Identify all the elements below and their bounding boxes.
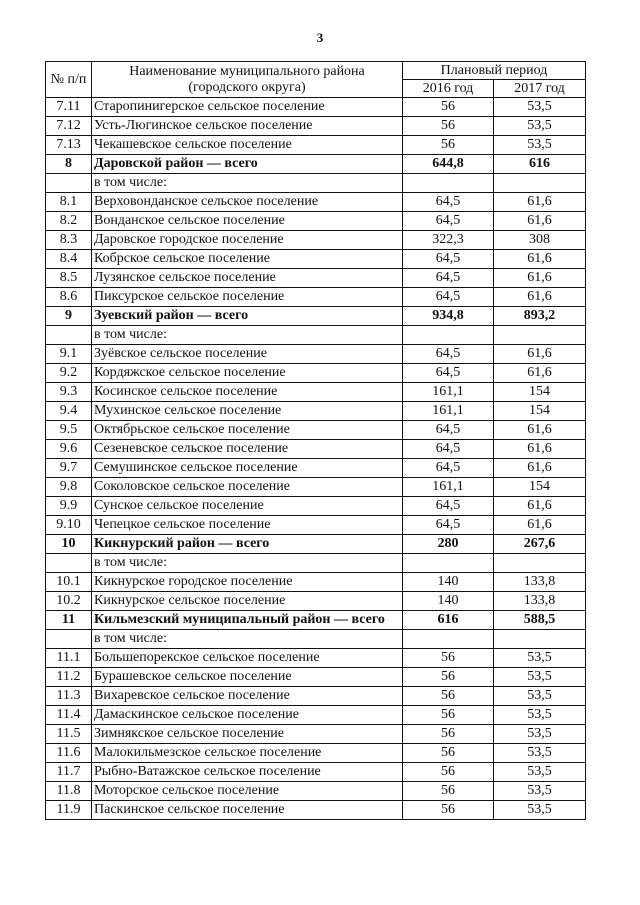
row-value-2017 xyxy=(494,554,586,573)
row-value-2017: 61,6 xyxy=(494,516,586,535)
row-number: 8.4 xyxy=(46,250,92,269)
row-name: Сезеневское сельское поселение xyxy=(92,440,403,459)
table-row xyxy=(46,231,586,250)
row-value-2017: 53,5 xyxy=(494,668,586,687)
row-number: 8.6 xyxy=(46,288,92,307)
header-year-2017: 2017 год xyxy=(494,80,586,98)
row-value-2016: 56 xyxy=(403,117,494,136)
row-value-2016: 64,5 xyxy=(403,516,494,535)
row-value-2016: 56 xyxy=(403,136,494,155)
row-name: Вонданское сельское поселение xyxy=(92,212,403,231)
row-name: Кикнурское городское поселение xyxy=(92,573,403,592)
row-name: Лузянское сельское поселение xyxy=(92,269,403,288)
row-value-2016: 64,5 xyxy=(403,288,494,307)
table-row xyxy=(46,687,586,706)
row-number: 9.5 xyxy=(46,421,92,440)
row-value-2016: 161,1 xyxy=(403,383,494,402)
row-name: Малокильмезское сельское поселение xyxy=(92,744,403,763)
table-row xyxy=(46,326,586,345)
table-row xyxy=(46,706,586,725)
header-name-line2: (городского округа) xyxy=(188,79,306,95)
row-name: Мухинское сельское поселение xyxy=(92,402,403,421)
row-value-2016: 56 xyxy=(403,744,494,763)
row-value-2016: 64,5 xyxy=(403,364,494,383)
row-number: 9.4 xyxy=(46,402,92,421)
row-value-2017: 61,6 xyxy=(494,288,586,307)
row-value-2016: 64,5 xyxy=(403,421,494,440)
row-value-2017 xyxy=(494,174,586,193)
row-number xyxy=(46,326,92,345)
row-value-2017: 53,5 xyxy=(494,801,586,820)
row-value-2016: 934,8 xyxy=(403,307,494,326)
table-row xyxy=(46,497,586,516)
row-value-2017: 53,5 xyxy=(494,649,586,668)
row-name: Зимнякское сельское поселение xyxy=(92,725,403,744)
table-row xyxy=(46,554,586,573)
row-value-2017: 61,6 xyxy=(494,193,586,212)
row-value-2016: 64,5 xyxy=(403,345,494,364)
table-row-total xyxy=(46,611,586,630)
table-row xyxy=(46,136,586,155)
row-value-2016: 56 xyxy=(403,706,494,725)
row-value-2016: 64,5 xyxy=(403,497,494,516)
row-value-2017: 133,8 xyxy=(494,573,586,592)
row-number: 9.6 xyxy=(46,440,92,459)
row-number: 10 xyxy=(46,535,92,554)
row-number: 11.6 xyxy=(46,744,92,763)
row-value-2017: 53,5 xyxy=(494,782,586,801)
row-name: Бурашевское сельское поселение xyxy=(92,668,403,687)
row-name: в том числе: xyxy=(92,554,403,573)
row-number: 9 xyxy=(46,307,92,326)
table-row xyxy=(46,421,586,440)
page-number: 3 xyxy=(316,30,324,45)
row-value-2017: 61,6 xyxy=(494,345,586,364)
row-value-2016: 322,3 xyxy=(403,231,494,250)
row-name: Вихаревское сельское поселение xyxy=(92,687,403,706)
table-row xyxy=(46,630,586,649)
row-name: в том числе: xyxy=(92,174,403,193)
row-number: 8.1 xyxy=(46,193,92,212)
row-value-2016: 56 xyxy=(403,782,494,801)
row-number: 9.3 xyxy=(46,383,92,402)
row-value-2017: 53,5 xyxy=(494,706,586,725)
row-name: Усть-Люгинское сельское поселение xyxy=(92,117,403,136)
row-name: Косинское сельское поселение xyxy=(92,383,403,402)
table-row xyxy=(46,383,586,402)
table-row xyxy=(46,364,586,383)
table-row xyxy=(46,269,586,288)
row-value-2016: 280 xyxy=(403,535,494,554)
row-number: 9.2 xyxy=(46,364,92,383)
row-value-2017: 53,5 xyxy=(494,725,586,744)
table-row xyxy=(46,174,586,193)
row-name: Кикнурский район — всего xyxy=(92,535,403,554)
table-row xyxy=(46,212,586,231)
row-name: Соколовское сельское поселение xyxy=(92,478,403,497)
row-number: 8.3 xyxy=(46,231,92,250)
row-value-2017: 61,6 xyxy=(494,364,586,383)
row-number: 7.12 xyxy=(46,117,92,136)
row-value-2016: 140 xyxy=(403,592,494,611)
row-value-2016: 616 xyxy=(403,611,494,630)
row-value-2017: 61,6 xyxy=(494,250,586,269)
row-value-2016: 64,5 xyxy=(403,269,494,288)
row-value-2016: 56 xyxy=(403,649,494,668)
row-value-2016 xyxy=(403,630,494,649)
table-row xyxy=(46,649,586,668)
row-number: 11.7 xyxy=(46,763,92,782)
row-value-2016: 56 xyxy=(403,763,494,782)
row-value-2016: 56 xyxy=(403,687,494,706)
table-row xyxy=(46,250,586,269)
row-value-2017: 588,5 xyxy=(494,611,586,630)
table-row-total xyxy=(46,535,586,554)
row-name: Моторское сельское поселение xyxy=(92,782,403,801)
table-row xyxy=(46,592,586,611)
row-name: Зуевский район — всего xyxy=(92,307,403,326)
row-number: 8.2 xyxy=(46,212,92,231)
table-row xyxy=(46,744,586,763)
row-name: Даровское городское поселение xyxy=(92,231,403,250)
table-row xyxy=(46,193,586,212)
row-value-2016: 64,5 xyxy=(403,212,494,231)
row-value-2016: 64,5 xyxy=(403,193,494,212)
row-number xyxy=(46,554,92,573)
row-number: 11.5 xyxy=(46,725,92,744)
row-number: 8 xyxy=(46,155,92,174)
table-row xyxy=(46,516,586,535)
row-value-2017: 61,6 xyxy=(494,421,586,440)
row-value-2017: 154 xyxy=(494,478,586,497)
row-name: Кикнурское сельское поселение xyxy=(92,592,403,611)
row-name: Рыбно-Ватажское сельское поселение xyxy=(92,763,403,782)
row-value-2016: 161,1 xyxy=(403,402,494,421)
row-number: 9.9 xyxy=(46,497,92,516)
row-number: 11.8 xyxy=(46,782,92,801)
row-value-2017: 133,8 xyxy=(494,592,586,611)
row-name: Сунское сельское поселение xyxy=(92,497,403,516)
row-name: Семушинское сельское поселение xyxy=(92,459,403,478)
row-number: 9.1 xyxy=(46,345,92,364)
row-name: Даровской район — всего xyxy=(92,155,403,174)
row-name: Зуёвское сельское поселение xyxy=(92,345,403,364)
row-value-2016: 56 xyxy=(403,668,494,687)
row-value-2016 xyxy=(403,174,494,193)
row-name: Пиксурское сельское поселение xyxy=(92,288,403,307)
row-name: Кильмезский муниципальный район — всего xyxy=(92,611,403,630)
row-value-2017: 53,5 xyxy=(494,763,586,782)
row-value-2016: 64,5 xyxy=(403,250,494,269)
table-row xyxy=(46,402,586,421)
row-number: 7.11 xyxy=(46,98,92,117)
row-value-2017: 53,5 xyxy=(494,117,586,136)
row-value-2016 xyxy=(403,554,494,573)
row-value-2016: 161,1 xyxy=(403,478,494,497)
header-period: Плановый период xyxy=(403,62,586,80)
row-value-2017: 308 xyxy=(494,231,586,250)
row-name: Чекашевское сельское поселение xyxy=(92,136,403,155)
table-row xyxy=(46,668,586,687)
row-value-2017: 53,5 xyxy=(494,98,586,117)
table-row xyxy=(46,573,586,592)
row-value-2016: 56 xyxy=(403,725,494,744)
row-value-2017: 61,6 xyxy=(494,497,586,516)
header-name-line1: Наименование муниципального района xyxy=(129,63,365,79)
row-number: 11.9 xyxy=(46,801,92,820)
row-number: 11.4 xyxy=(46,706,92,725)
table-header xyxy=(46,62,586,98)
budget-table xyxy=(45,61,586,820)
table-row xyxy=(46,440,586,459)
row-number: 11.2 xyxy=(46,668,92,687)
row-number: 7.13 xyxy=(46,136,92,155)
row-value-2017: 53,5 xyxy=(494,744,586,763)
row-value-2016: 56 xyxy=(403,98,494,117)
header-name xyxy=(92,62,403,98)
row-number: 10.1 xyxy=(46,573,92,592)
row-value-2017: 61,6 xyxy=(494,459,586,478)
row-name: Паскинское сельское поселение xyxy=(92,801,403,820)
row-value-2017: 154 xyxy=(494,402,586,421)
row-value-2016: 140 xyxy=(403,573,494,592)
table-row xyxy=(46,801,586,820)
row-value-2017: 53,5 xyxy=(494,136,586,155)
row-name: Дамаскинское сельское поселение xyxy=(92,706,403,725)
row-value-2017: 61,6 xyxy=(494,269,586,288)
row-number xyxy=(46,630,92,649)
row-value-2017: 616 xyxy=(494,155,586,174)
row-name: Чепецкое сельское поселение xyxy=(92,516,403,535)
table-row xyxy=(46,782,586,801)
row-name: в том числе: xyxy=(92,630,403,649)
row-value-2017 xyxy=(494,630,586,649)
table-row xyxy=(46,98,586,117)
row-number: 11.1 xyxy=(46,649,92,668)
header-year-2016: 2016 год xyxy=(403,80,494,98)
row-value-2017: 893,2 xyxy=(494,307,586,326)
row-number: 9.7 xyxy=(46,459,92,478)
row-value-2017 xyxy=(494,326,586,345)
row-number: 8.5 xyxy=(46,269,92,288)
table-body xyxy=(46,98,586,820)
row-name: Верховонданское сельское поселение xyxy=(92,193,403,212)
row-number xyxy=(46,174,92,193)
table-row-total xyxy=(46,307,586,326)
table-row xyxy=(46,288,586,307)
row-value-2017: 154 xyxy=(494,383,586,402)
row-number: 10.2 xyxy=(46,592,92,611)
table-row xyxy=(46,763,586,782)
row-value-2016: 64,5 xyxy=(403,459,494,478)
row-value-2016: 56 xyxy=(403,801,494,820)
row-value-2016: 64,5 xyxy=(403,440,494,459)
row-name: Октябрьское сельское поселение xyxy=(92,421,403,440)
row-value-2017: 61,6 xyxy=(494,212,586,231)
row-value-2017: 61,6 xyxy=(494,440,586,459)
table-row-total xyxy=(46,155,586,174)
row-name: в том числе: xyxy=(92,326,403,345)
row-name: Кордяжское сельское поселение xyxy=(92,364,403,383)
table-row xyxy=(46,345,586,364)
row-number: 9.8 xyxy=(46,478,92,497)
row-name: Большепорекское сельское поселение xyxy=(92,649,403,668)
table-row xyxy=(46,725,586,744)
table-row xyxy=(46,459,586,478)
row-number: 11.3 xyxy=(46,687,92,706)
header-number: № п/п xyxy=(46,62,92,98)
row-name: Старопинигерское сельское поселение xyxy=(92,98,403,117)
table-row xyxy=(46,117,586,136)
row-value-2016: 644,8 xyxy=(403,155,494,174)
row-number: 9.10 xyxy=(46,516,92,535)
row-name: Кобрское сельское поселение xyxy=(92,250,403,269)
row-value-2017: 53,5 xyxy=(494,687,586,706)
row-number: 11 xyxy=(46,611,92,630)
table-row xyxy=(46,478,586,497)
row-value-2016 xyxy=(403,326,494,345)
row-value-2017: 267,6 xyxy=(494,535,586,554)
